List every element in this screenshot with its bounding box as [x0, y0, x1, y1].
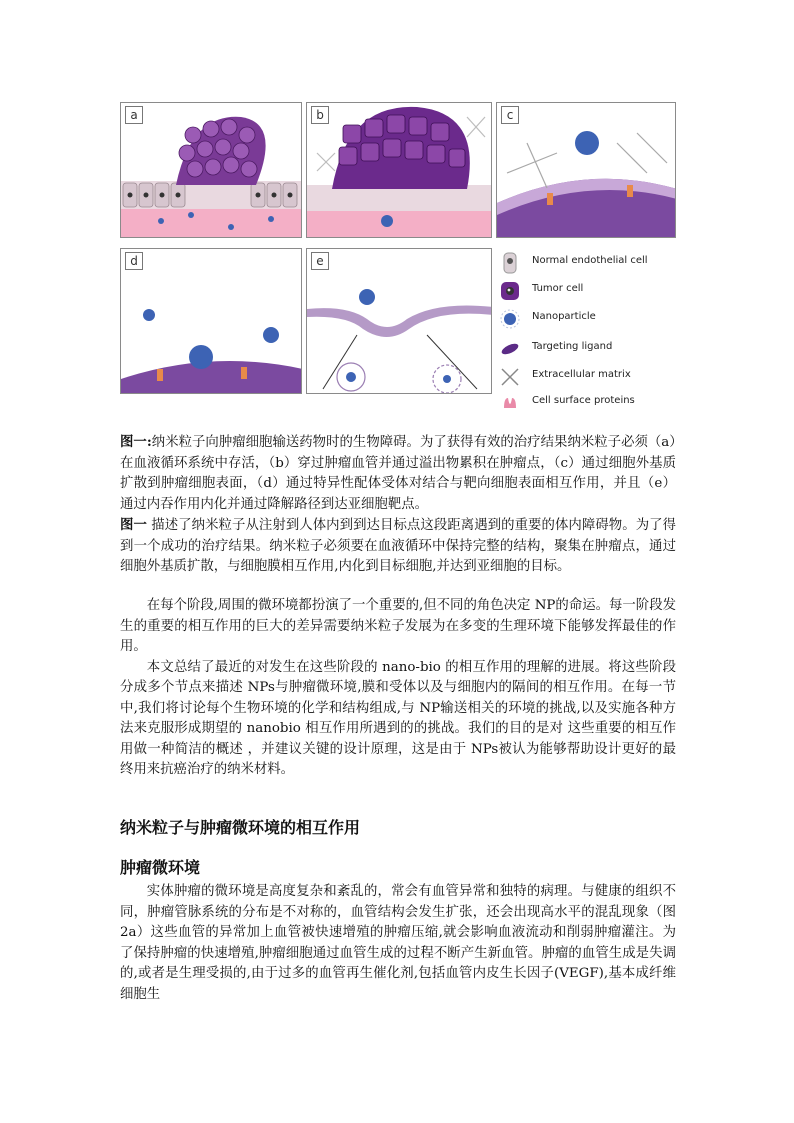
legend-item [498, 366, 676, 388]
section-heading: 纳米粒子与肿瘤微环境的相互作用 [120, 818, 361, 837]
targeting-ligand-icon [498, 338, 522, 360]
legend-item [498, 308, 676, 330]
nanoparticle-icon [498, 308, 522, 330]
legend-item [498, 280, 676, 302]
panel-e [306, 248, 492, 394]
body-section-1 [120, 596, 676, 781]
extracellular-matrix-icon [498, 366, 522, 388]
panel-b [306, 102, 492, 238]
panel-c-label: c [501, 106, 519, 124]
figure-legend [498, 248, 676, 414]
panel-a [120, 102, 302, 238]
tumor-cell-icon [498, 280, 522, 302]
panel-d-illustration [121, 249, 302, 394]
panel-a-label: a [125, 106, 143, 124]
legend-label: Targeting ligand [532, 341, 613, 352]
figure-caption [120, 432, 676, 578]
normal-endothelial-cell-icon [498, 252, 522, 274]
caption-label-1: 图一: [120, 434, 152, 450]
legend-item [498, 392, 676, 414]
legend-label: Nanoparticle [532, 311, 596, 322]
panel-e-label: e [311, 252, 329, 270]
cell-surface-proteins-icon [498, 392, 522, 414]
panel-c-illustration [497, 103, 676, 238]
panel-b-label: b [311, 106, 329, 124]
legend-label: Tumor cell [532, 283, 584, 294]
panel-d [120, 248, 302, 394]
caption-label-2: 图一 [120, 517, 147, 533]
legend-label: Cell surface proteins [532, 395, 635, 406]
caption-paragraph-1 [120, 432, 676, 515]
body-paragraph-3: 实体肿瘤的微环境是高度复杂和紊乱的，常会有血管异常和独特的病理。与健康的组织不同，肿瘤管脉系统的分布是不对称的，血管结构会发生扩张，还会出现高水平的混乱现象（图 2a）这些血管的异常加上血管被快速增殖的肿瘤压缩,就会影响血液流动和削弱肿瘤灌注。为了保持肿瘤的快速增殖,肿瘤细胞通过血管生成的过程不断产生新血管。肿瘤的血管生成是失调的,或者是生理受损的,由于过多的血管再生催化剂,包括血管内皮生长因子(VEGF),基本成纤维细胞生 [120, 884, 676, 1002]
body-paragraph-2: 本文总结了最近的对发生在这些阶段的 nano-bio 的相互作用的理解的进展。将这些阶段分成多个节点来描述 NPs与肿瘤微环境,膜和受体以及与细胞内的隔间的相互作用。在每一节中,我们将讨论每个生物环境的化学和结构组成,与 NP输送相关的环境的挑战,以及实施各种方法来克服形成期望的 nanobio 相互作用所遇到的的挑战。我们的目的是对 这些重要的相互作用做一种简洁的概述 ，并建议关键的设计原理，这是由于 NPs被认为能够帮助设计更好的最终用来抗癌治疗的纳米材料。 [120, 659, 676, 777]
subsection-heading: 肿瘤微环境 [120, 858, 201, 877]
body-section-2 [120, 882, 676, 1005]
panel-a-illustration [121, 103, 302, 238]
caption-text-1: 纳米粒子向肿瘤细胞输送药物时的生物障碍。为了获得有效的治疗结果纳米粒子必须（a）在血液循环系统中存活，（b）穿过肿瘤血管并通过溢出物累积在肿瘤点，（c）通过细胞外基质扩散到肿瘤细胞表面，（d）通过特异性配体受体对结合与靶向细胞表面相互作用，并且（e）通过内吞作用内化并通过降解路径到达亚细胞靶点。 [120, 435, 676, 512]
panel-b-illustration [307, 103, 492, 238]
caption-text-2: 描述了纳米粒子从注射到人体内到到达目标点这段距离遇到的重要的体内障碍物。为了得到一个成功的治疗结果。纳米粒子必须要在血液循环中保持完整的结构，聚集在肿瘤点，通过细胞外基质扩散，与细胞膜相互作用,内化到目标细胞,并达到亚细胞的目标。 [120, 518, 676, 574]
caption-paragraph-2 [120, 515, 676, 578]
legend-item [498, 252, 676, 274]
legend-label: Extracellular matrix [532, 369, 631, 380]
panel-c [496, 102, 676, 238]
legend-label: Normal endothelial cell [532, 255, 648, 266]
figure-1 [120, 102, 676, 414]
legend-item [498, 338, 676, 360]
panel-d-label: d [125, 252, 143, 270]
panel-e-illustration [307, 249, 492, 394]
body-paragraph-1: 在每个阶段,周围的微环境都扮演了一个重要的,但不同的角色决定 NP的命运。每一阶段发生的重要的相互作用的巨大的差异需要纳米粒子发展为在多变的生理环境下能够发挥最佳的作用。 [120, 598, 676, 654]
